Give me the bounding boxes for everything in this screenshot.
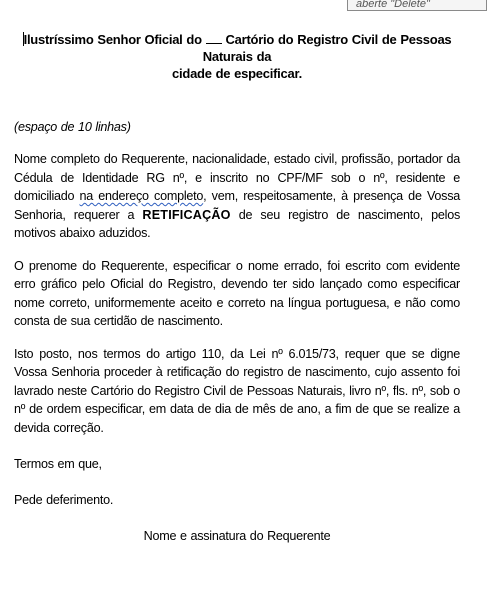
- paragraph-error-description: O prenome do Requerente, especificar o nome errado, foi escrito com evidente erro gráfico pelo Oficial do Registro, devendo ter sido lançado como especificar nome correto, uniformemente aceito e correto na língua portuguesa, e não como consta de sua certidão de nascimento.: [14, 258, 460, 328]
- title-blank: [206, 32, 222, 44]
- signature-line: Nome e assinatura do Requerente: [143, 529, 331, 543]
- closing-request: Pede deferimento.: [14, 493, 114, 507]
- paragraph1-text-c: de seu registro de nascimento, pelos motivos abaixo aduzidos.: [14, 207, 460, 240]
- retificacao-emphasis: RETIFICAÇÃO: [142, 207, 231, 222]
- document-page: [14, 31, 460, 545]
- title-line2: cidade de especificar.: [172, 66, 302, 81]
- title-part2: Cartório do Registro Civil de Pessoas Naturais da: [202, 32, 452, 64]
- spacing-note: (espaço de 10 linhas): [14, 120, 131, 134]
- spelling-error-highlight[interactable]: na endereço completo: [79, 189, 204, 203]
- document-title: [14, 31, 460, 82]
- paragraph1-text-a: Nome completo do Requerente, nacionalidade, estado civil, profissão, portador da Cédula de Identidade RG nº, e inscrito no CPF/MF sob o nº, residente e domiciliado: [14, 152, 460, 203]
- paragraph1-text-b: , vem, respeitosamente, à presença de Vossa Senhoria, requerer a: [14, 189, 461, 222]
- closing-terms: Termos em que,: [14, 457, 102, 471]
- delete-tooltip: aberte "Delete": [347, 0, 487, 11]
- paragraph-legal-request: Isto posto, nos termos do artigo 110, da Lei nº 6.015/73, requer que se digne Vossa Senhoria proceder à retificação do registro de nascimento, cujo assento foi lavrado neste Cartório do Registro Civil de Pessoas Naturais, livro nº, fls. nº, sob o nº de ordem especificar, em data de dia de mês de ano, a fim de que se realize a devida correção.: [14, 346, 460, 435]
- paragraph-identification: [14, 150, 460, 243]
- title-part1: Ilustríssimo Senhor Oficial do: [23, 32, 202, 47]
